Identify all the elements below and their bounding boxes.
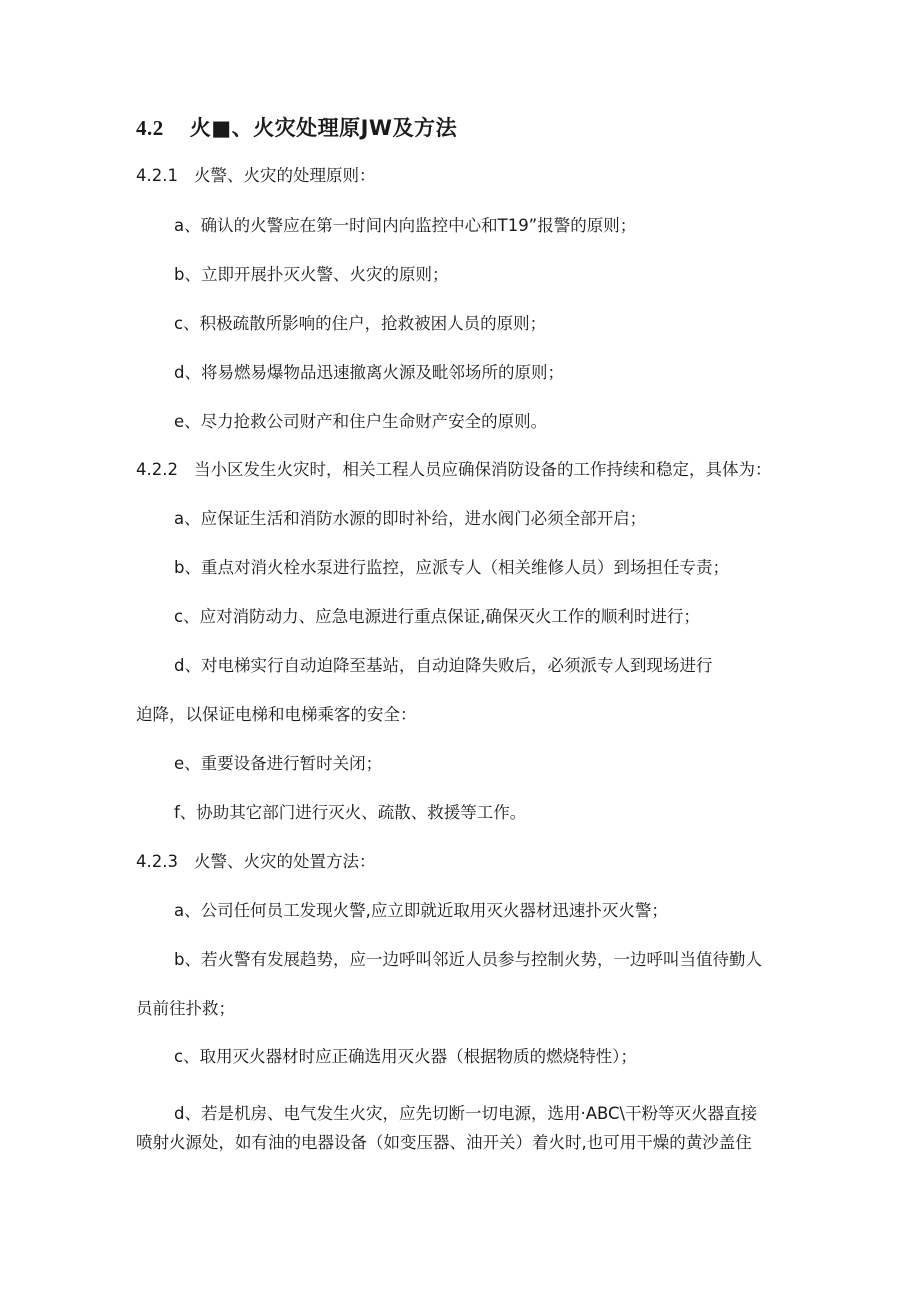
list-item: d、若是机房、电气发生火灾，应先切断一切电源，选用·ABC\干粉等灭火器直接 [174, 1104, 758, 1123]
section-heading [136, 112, 457, 142]
list-item: b、若火警有发展趋势，应一边呼叫邻近人员参与控制火势，一边呼叫当值待勤人 [174, 950, 762, 969]
subsection-number: 4.2.3 [136, 852, 178, 871]
heading-number: 4.2 [136, 116, 164, 140]
list-item: b、重点对消火栓水泵进行监控，应派专人（相关维修人员）到场担任专责； [174, 558, 729, 577]
subsection-title [136, 851, 375, 873]
list-item: c、取用灭火器材时应正确选用灭火器（根据物质的燃烧特性）； [174, 1047, 637, 1066]
subsection-text: 火警、火灾的处置方法： [193, 852, 376, 871]
list-item: e、重要设备进行暂时关闭； [174, 754, 383, 773]
list-item: a、确认的火警应在第一时间内向监控中心和T19”报警的原则； [174, 216, 637, 235]
list-item-continuation: 员前往扑救； [136, 999, 235, 1018]
list-item: b、立即开展扑灭火警、火灾的原则； [174, 265, 449, 284]
subsection-text: 火警、火灾的处理原则： [193, 166, 376, 185]
list-item: c、应对消防动力、应急电源进行重点保证,确保灭火工作的顺利时进行； [174, 607, 700, 626]
list-item-continuation: 喷射火源处，如有油的电器设备（如变压器、油开关）着火时,也可用干燥的黄沙盖住 [136, 1133, 752, 1152]
list-item: a、应保证生活和消防水源的即时补给，进水阀门必须全部开启； [174, 509, 647, 528]
list-item: a、公司任何员工发现火警,应立即就近取用灭火器材迅速扑灭火警； [174, 901, 668, 920]
list-item: d、对电梯实行自动迫降至基站，自动迫降失败后，必须派专人到现场进行 [174, 656, 713, 675]
list-item: c、积极疏散所影响的住户，抢救被困人员的原则； [174, 314, 547, 333]
list-item: f、协助其它部门进行灭火、疏散、救援等工作。 [174, 803, 527, 822]
heading-title: 火■、火灾处理原JW及方法 [189, 116, 458, 140]
subsection-number: 4.2.2 [136, 460, 178, 479]
list-item: d、将易燃易爆物品迅速撤离火源及毗邻场所的原则； [174, 363, 564, 382]
subsection-number: 4.2.1 [136, 166, 178, 185]
subsection-title [136, 165, 375, 187]
list-item-continuation: 迫降，以保证电梯和电梯乘客的安全： [136, 705, 417, 724]
list-item: e、尽力抢救公司财产和住户生命财产安全的原则。 [174, 412, 548, 431]
subsection-text: 当小区发生火灾时，相关工程人员应确保消防设备的工作持续和稳定，具体为： [193, 460, 772, 479]
subsection-title [136, 459, 771, 481]
